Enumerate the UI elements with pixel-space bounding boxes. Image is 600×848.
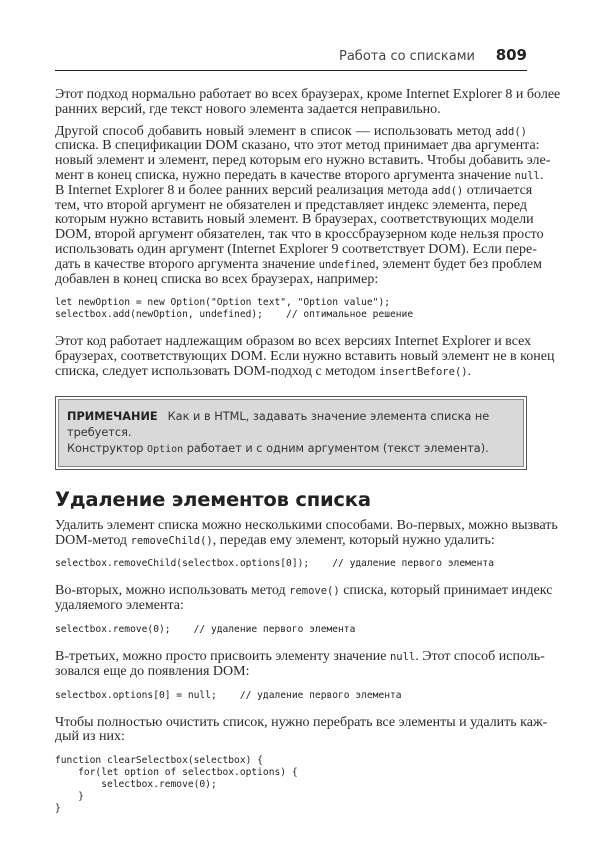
text-line [55, 256, 542, 273]
note-box [55, 396, 527, 470]
section-title: Работа со списками [339, 49, 475, 64]
paragraph [55, 583, 553, 614]
text-line [55, 241, 537, 258]
text-line [55, 199, 527, 214]
text-line [55, 103, 527, 118]
inline-code: undefined [318, 258, 376, 271]
text-run: мент в конец списка, нужно передать в качестве второго аргумента значение [55, 167, 515, 183]
text-run: , элемент будет без проблем [375, 256, 542, 272]
text-line [55, 730, 527, 745]
text-run: , передав ему элемент, который нужно удалить: [212, 532, 495, 548]
paragraph [55, 123, 551, 288]
text-line [55, 583, 553, 599]
text-line [55, 125, 527, 140]
text-run: дый из них: [55, 729, 125, 745]
text-run: добавлен в конец списка во всех браузерах, например: [55, 271, 379, 287]
inline-code: null [514, 169, 540, 182]
code-listing: selectbox.remove(0); // удаление первого элемента [55, 623, 356, 635]
text-line [55, 648, 545, 665]
paragraph [55, 334, 555, 379]
paragraph [55, 517, 558, 549]
page-number: 809 [495, 46, 527, 64]
text-line [55, 182, 533, 199]
section-heading: Удаление элементов списка [55, 487, 371, 511]
note-line [67, 409, 515, 441]
note-line [67, 441, 515, 458]
text-line [55, 87, 561, 103]
inline-code: add() [431, 184, 464, 197]
page-body [55, 87, 561, 829]
text-run: новый элемент и элемент, перед которым его нужно вставить. Чтобы добавить эле- [55, 153, 551, 169]
text-line [55, 227, 544, 243]
paragraph [55, 714, 548, 746]
inline-code: Option [147, 443, 184, 455]
text-line [55, 138, 540, 154]
text-line [55, 273, 527, 288]
code-listing: selectbox.removeChild(selectbox.options[0]); // удаление первого элемента [55, 558, 494, 570]
text-line [55, 167, 544, 184]
code-listing: let newOption = new Option("Option text", "Option value"); selectbox.add(newOption, undefined); // оптимальное решение [55, 297, 414, 321]
text-run: . [467, 363, 472, 379]
code-listing: selectbox.options[0] = null; // удаление первого элемента [55, 689, 402, 701]
text-run: В-третьих, можно просто присвоить элементу значение [55, 648, 390, 664]
running-header [55, 44, 527, 71]
text-line [55, 153, 551, 169]
text-run: зовался еще до появления DOM: [55, 663, 250, 679]
text-run: . Этот способ исполь- [415, 648, 545, 664]
text-run: DOM-метод [55, 532, 131, 548]
text-line [55, 714, 548, 731]
text-run: списка. В спецификации DOM сказано, что этот метод принимает два аргумента: [55, 138, 540, 154]
text-line [55, 534, 527, 549]
text-line [55, 212, 534, 228]
text-run: которым нужно вставить новый элемент. В браузерах, соответствующих модели [55, 212, 534, 228]
text-line [55, 334, 532, 350]
note-text: Конструктор [67, 441, 148, 455]
text-line [55, 599, 527, 614]
text-run: тем, что второй аргумент не обязателен и представляет индекс элемента, перед [55, 197, 527, 213]
inline-code: add() [495, 125, 527, 138]
text-run: Другой способ добавить новый элемент в список — использовать метод [55, 123, 496, 139]
code-listing: function clearSelectbox(selectbox) { for(let option of selectbox.options) { selectbox.remove(0); } } [55, 755, 298, 815]
inline-code: null [389, 650, 416, 663]
text-run: DOM, второй аргумент обязателен, так что в кроссбраузерном коде нельзя просто [55, 227, 544, 243]
text-run: В Internet Explorer 8 и более ранних версий реализация метода [55, 182, 432, 198]
inline-code: remove() [289, 585, 340, 598]
text-line [55, 365, 527, 380]
note-text: Как и в HTML, задавать значение элемента списка не требуется. [67, 409, 490, 439]
text-run: ранних версий, где текст нового элемента задается неправильно. [55, 101, 441, 117]
text-run: Этот код работает надлежащим образом во всех версиях Internet Explorer и всех [55, 334, 532, 350]
text-run: дать в качестве второго аргумента значение [55, 256, 319, 272]
text-run: отличается [463, 182, 533, 198]
text-run: списка, который принимает индекс [339, 583, 553, 599]
note-text: работает и с одним аргументом (текст элемента). [183, 441, 489, 455]
text-line [55, 517, 558, 534]
text-run: Во-вторых, можно использовать метод [55, 583, 290, 599]
text-run: Чтобы полностью очистить список, нужно перебрать все элементы и удалить каж- [55, 714, 548, 730]
text-run: . [539, 167, 544, 183]
text-run: Удалить элемент списка можно несколькими способами. Во-первых, можно вызвать [55, 517, 558, 533]
inline-code: removeChild() [130, 534, 213, 547]
text-line [55, 349, 555, 365]
text-run: использовать один аргумент (Internet Explorer 9 соответствует DOM). Если пере- [55, 241, 537, 257]
inline-code: insertBefore() [379, 365, 468, 378]
paragraph [55, 87, 561, 118]
text-run: удаляемого элемента: [55, 598, 184, 614]
text-run: списка, следует использовать DOM-подход с методом [55, 363, 380, 379]
paragraph [55, 648, 545, 680]
note-content [58, 399, 524, 467]
note-label: ПРИМЕЧАНИЕ [67, 409, 158, 423]
text-line [55, 665, 527, 680]
text-run: Этот подход нормально работает во всех браузерах, кроме Internet Explorer 8 и более [55, 87, 561, 102]
text-run: браузерах, соответствующих DOM. Если нужно вставить новый элемент не в конец [55, 349, 555, 365]
